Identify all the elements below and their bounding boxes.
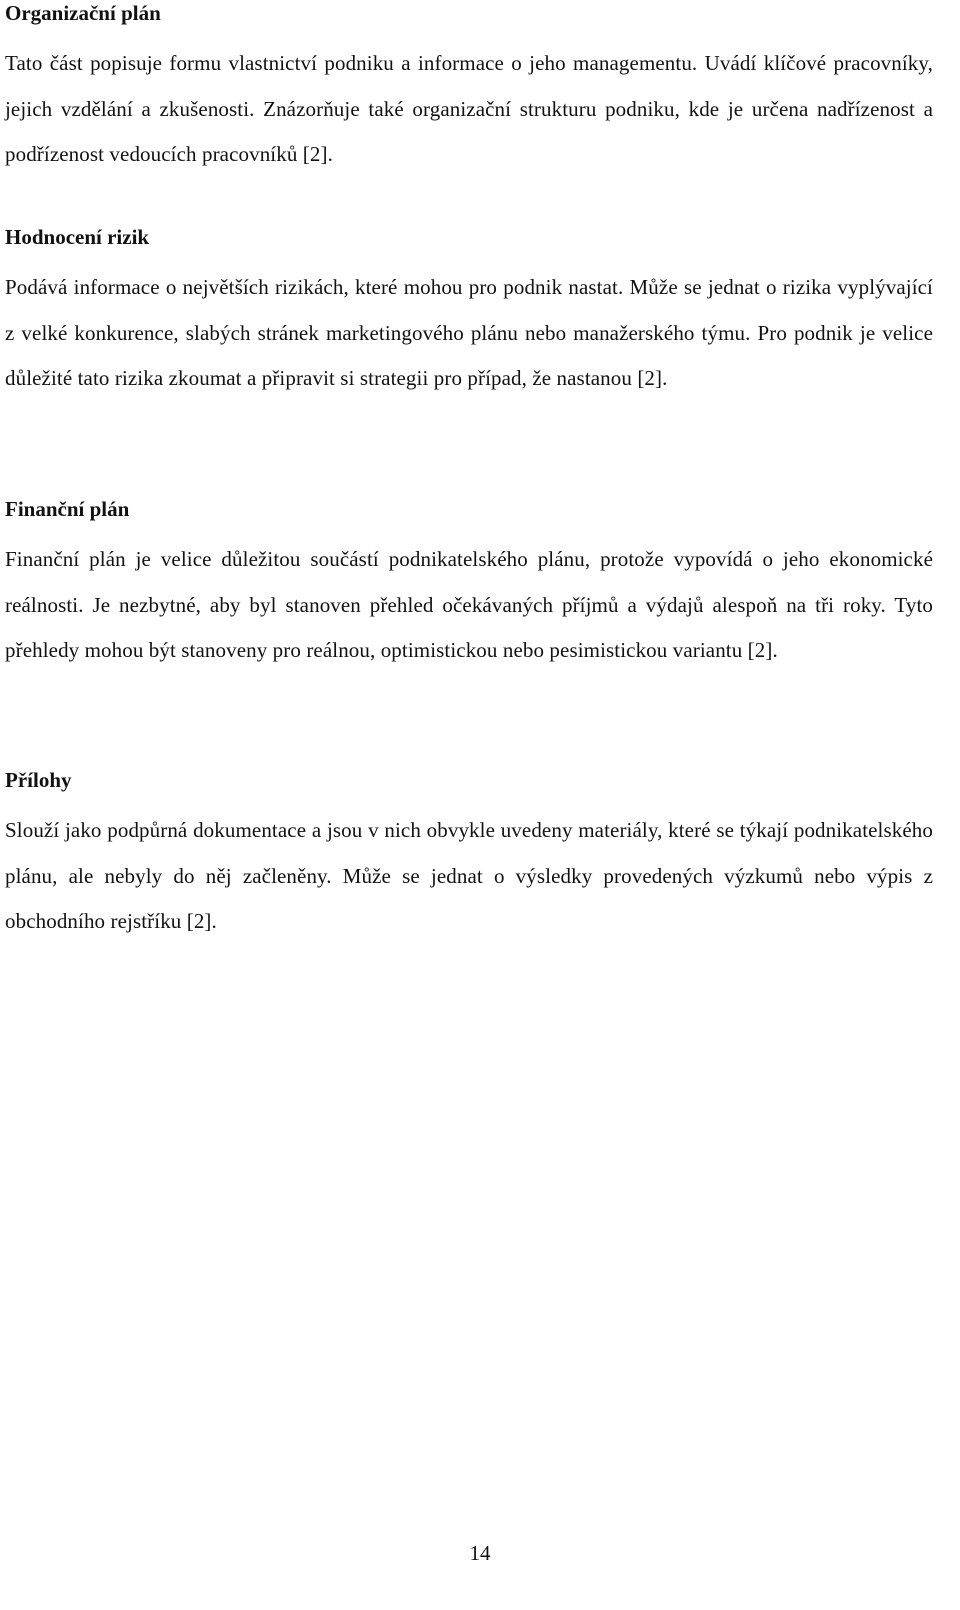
- section-heading: Organizační plán: [5, 1, 161, 25]
- section-financial-plan: [5, 496, 933, 674]
- section-heading: Přílohy: [5, 768, 72, 792]
- section-paragraph: Podává informace o největších rizikách, které mohou pro podnik nastat. Může se jednat o rizika vyplývající z velké konkurence, slabých stránek marketingového plánu nebo manažerského týmu. Pro podnik je velice důležité tato rizika zkoumat a připravit si strategii pro případ, že nastanou [2].: [5, 275, 933, 390]
- section-organization: [5, 0, 933, 178]
- section-risk-assessment: [5, 224, 933, 402]
- section-paragraph: Slouží jako podpůrná dokumentace a jsou v nich obvykle uvedeny materiály, které se týkají podnikatelského plánu, ale nebyly do něj začleněny. Může se jednat o výsledky provedených výzkumů nebo výpis z obchodního rejstříku [2].: [5, 818, 933, 933]
- section-appendices: [5, 767, 933, 945]
- page-number: 14: [469, 1541, 491, 1565]
- section-heading: Hodnocení rizik: [5, 225, 150, 249]
- section-paragraph: Finanční plán je velice důležitou součástí podnikatelského plánu, protože vypovídá o jeho ekonomické reálnosti. Je nezbytné, aby byl stanoven přehled očekávaných příjmů a výdajů alespoň na tři roky. Tyto přehledy mohou být stanoveny pro reálnou, optimistickou nebo pesimistickou variantu [2].: [5, 547, 933, 662]
- section-paragraph: Tato část popisuje formu vlastnictví podniku a informace o jeho managementu. Uvádí klíčové pracovníky, jejich vzdělání a zkušenosti. Znázorňuje také organizační strukturu podniku, kde je určena nadřízenost a podřízenost vedoucích pracovníků [2].: [5, 51, 933, 166]
- section-heading: Finanční plán: [5, 497, 130, 521]
